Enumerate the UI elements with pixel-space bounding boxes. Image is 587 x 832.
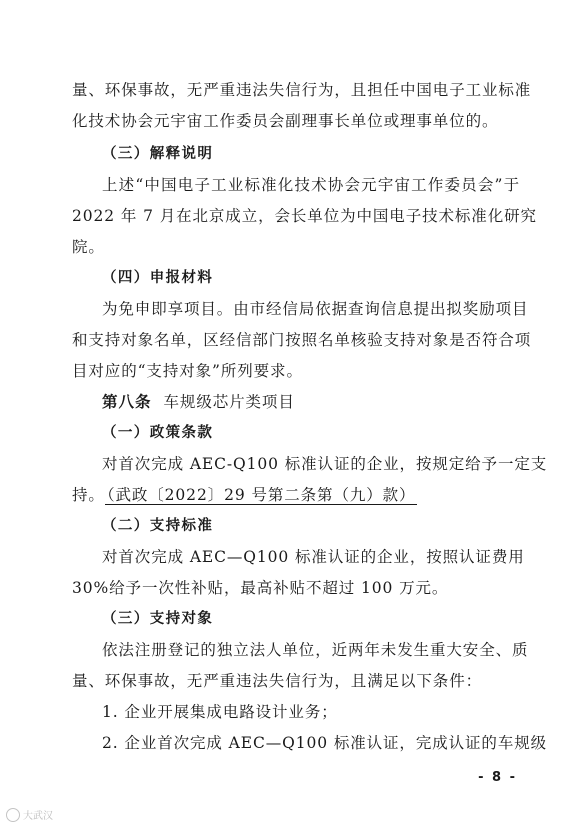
paragraph-text: 持。 [72,486,105,504]
paragraph-line [72,484,520,506]
paragraph-line: 量、环保事故，无严重违法失信行为，且满足以下条件： [72,672,483,690]
paragraph-line: 化技术协会元宇宙工作委员会副理事长单位或理事单位的。 [72,112,499,130]
article-heading [102,391,520,413]
article-number: 第八条 [102,393,152,411]
list-item: 1. 企业开展集成电路设计业务； [102,703,338,721]
article-title: 车规级芯片类项目 [163,393,295,411]
paragraph-line: 为免申即享项目。由市经信局依据查询信息提出拟奖励项目 [102,300,529,318]
section-heading: （一）政策条款 [102,425,214,441]
section-heading: （三）支持对象 [102,611,214,627]
section-heading: （四）申报材料 [102,270,214,286]
watermark-logo-icon [6,808,20,822]
section-heading: （三）解释说明 [102,146,214,162]
paragraph-line: 对首次完成 AEC—Q100 标准认证的企业，按照认证费用 [102,548,525,566]
watermark [6,807,53,822]
paragraph-line: 和支持对象名单，区经信部门按照名单核验支持对象是否符合项 [72,331,532,349]
page-number: - 8 - [478,770,517,785]
list-item: 2. 企业首次完成 AEC—Q100 标准认证，完成认证的车规级 [102,734,548,752]
policy-citation: （武政〔2022〕29 号第二条第（九）款） [106,486,416,504]
section-heading: （二）支持标准 [102,518,214,534]
paragraph-line: 依法注册登记的独立法人单位，近两年未发生重大安全、质 [102,641,529,659]
paragraph-line: 院。 [72,238,105,256]
paragraph-line: 上述“中国电子工业标准化技术协会元宇宙工作委员会”于 [102,176,520,194]
paragraph-line: 量、环保事故，无严重违法失信行为，且担任中国电子工业标准 [72,81,532,99]
paragraph-line: 30%给予一次性补贴，最高补贴不超过 100 万元。 [72,579,449,597]
paragraph-line: 目对应的“支持对象”所列要求。 [72,362,303,380]
watermark-text: 大武汉 [23,811,53,822]
paragraph-line: 2022 年 7 月在北京成立，会长单位为中国电子技术标准化研究 [72,207,537,225]
paragraph-line: 对首次完成 AEC-Q100 标准认证的企业，按规定给予一定支 [102,455,548,473]
